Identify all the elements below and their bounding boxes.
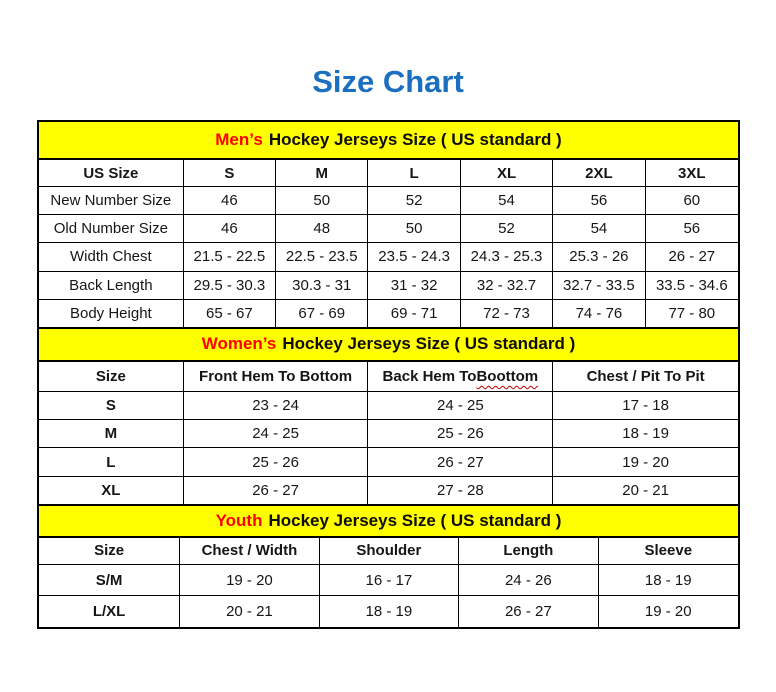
table-cell: 26 - 27 <box>459 596 598 627</box>
table-cell: 50 <box>368 215 460 242</box>
table-cell: Back Length <box>39 272 184 299</box>
table-cell: S <box>39 392 184 419</box>
header-cell: Front Hem To Bottom <box>184 362 369 391</box>
table-cell: 23 - 24 <box>184 392 369 419</box>
womens-banner <box>39 329 738 362</box>
table-cell: 48 <box>276 215 368 242</box>
table-cell: 46 <box>184 215 276 242</box>
table-cell: 67 - 69 <box>276 300 368 327</box>
table-cell: 19 - 20 <box>644 603 692 621</box>
table-cell: 60 <box>683 192 701 210</box>
misspelled-word: Boottom <box>476 367 539 385</box>
table-cell: 50 <box>276 187 368 214</box>
table-cell: 26 - 27 <box>368 448 553 475</box>
header-cell: Size <box>39 362 184 391</box>
size-chart <box>37 120 740 629</box>
table-row <box>39 186 738 214</box>
banner-highlight: Youth <box>215 510 263 530</box>
table-row <box>39 447 738 475</box>
header-cell: Size <box>39 538 180 564</box>
table-cell: 33.5 - 34.6 <box>655 276 728 294</box>
womens-size-table <box>37 327 740 506</box>
table-cell: 52 <box>368 187 460 214</box>
table-cell: 16 - 17 <box>320 565 459 596</box>
youth-size-table <box>37 504 740 629</box>
header-cell-text: Back Hem To <box>382 367 477 385</box>
table-cell: 24.3 - 25.3 <box>461 243 553 270</box>
table-cell: 56 <box>553 187 645 214</box>
table-cell: 22.5 - 23.5 <box>276 243 368 270</box>
table-cell: 52 <box>461 215 553 242</box>
table-cell: 32.7 - 33.5 <box>553 272 645 299</box>
table-cell: 26 - 27 <box>184 477 369 504</box>
table-row <box>39 271 738 299</box>
header-cell: Length <box>459 538 598 564</box>
table-cell: 77 - 80 <box>668 304 716 322</box>
table-cell: Width Chest <box>39 243 184 270</box>
header-cell: Chest / Width <box>180 538 319 564</box>
header-cell: M <box>276 160 368 186</box>
table-cell: 31 - 32 <box>368 272 460 299</box>
table-cell: 24 - 25 <box>184 420 369 447</box>
table-cell: 72 - 73 <box>461 300 553 327</box>
youth-banner <box>39 506 738 538</box>
header-cell: XL <box>461 160 553 186</box>
table-cell: 25.3 - 26 <box>553 243 645 270</box>
table-cell: 30.3 - 31 <box>276 272 368 299</box>
table-cell: 18 - 19 <box>644 571 692 589</box>
table-cell: 17 - 18 <box>622 397 669 415</box>
table-cell: 18 - 19 <box>320 596 459 627</box>
table-cell: 23.5 - 24.3 <box>368 243 460 270</box>
header-row <box>39 362 738 391</box>
table-cell: Body Height <box>39 300 184 327</box>
header-row <box>39 538 738 564</box>
table-cell: 25 - 26 <box>368 420 553 447</box>
table-cell: 54 <box>553 215 645 242</box>
table-cell: 27 - 28 <box>368 477 553 504</box>
table-cell: 32 - 32.7 <box>461 272 553 299</box>
table-cell: 20 - 21 <box>622 481 669 499</box>
header-cell: Chest / Pit To Pit <box>586 367 705 385</box>
table-cell: 19 - 20 <box>622 453 669 471</box>
header-cell: L <box>368 160 460 186</box>
table-row <box>39 214 738 242</box>
table-row <box>39 419 738 447</box>
table-cell: 26 - 27 <box>668 248 716 266</box>
table-cell: 65 - 67 <box>184 300 276 327</box>
table-cell: 18 - 19 <box>622 425 669 443</box>
table-cell: XL <box>39 477 184 504</box>
table-cell: 29.5 - 30.3 <box>184 272 276 299</box>
table-cell: L <box>39 448 184 475</box>
table-cell: 69 - 71 <box>368 300 460 327</box>
table-row <box>39 564 738 596</box>
page-title: Size Chart <box>312 64 464 99</box>
banner-text: Hockey Jerseys Size ( US standard ) <box>282 334 576 354</box>
table-cell: 20 - 21 <box>180 596 319 627</box>
table-cell: S/M <box>39 565 180 596</box>
banner-highlight: Women’s <box>201 334 277 354</box>
table-cell: 46 <box>184 187 276 214</box>
table-row <box>39 595 738 627</box>
header-row <box>39 160 738 186</box>
table-cell: M <box>39 420 184 447</box>
table-row <box>39 391 738 419</box>
table-cell: 21.5 - 22.5 <box>184 243 276 270</box>
header-cell <box>368 362 553 391</box>
mens-banner <box>39 122 738 160</box>
table-cell: 19 - 20 <box>180 565 319 596</box>
table-cell: 56 <box>683 220 701 238</box>
banner-text: Hockey Jerseys Size ( US standard ) <box>268 130 562 149</box>
table-cell: 74 - 76 <box>553 300 645 327</box>
table-row <box>39 242 738 270</box>
table-cell: 24 - 26 <box>459 565 598 596</box>
table-row <box>39 476 738 504</box>
table-cell: New Number Size <box>39 187 184 214</box>
header-cell: Sleeve <box>644 542 693 560</box>
banner-text: Hockey Jerseys Size ( US standard ) <box>268 510 562 530</box>
header-cell: 2XL <box>553 160 645 186</box>
table-cell: 25 - 26 <box>184 448 369 475</box>
header-cell: S <box>184 160 276 186</box>
table-cell: L/XL <box>39 596 180 627</box>
header-cell: US Size <box>39 160 184 186</box>
table-row <box>39 299 738 327</box>
mens-size-table <box>37 120 740 329</box>
table-cell: Old Number Size <box>39 215 184 242</box>
header-cell: 3XL <box>678 164 706 182</box>
table-cell: 24 - 25 <box>368 392 553 419</box>
banner-highlight: Men’s <box>215 130 263 149</box>
header-cell: Shoulder <box>320 538 459 564</box>
table-cell: 54 <box>461 187 553 214</box>
